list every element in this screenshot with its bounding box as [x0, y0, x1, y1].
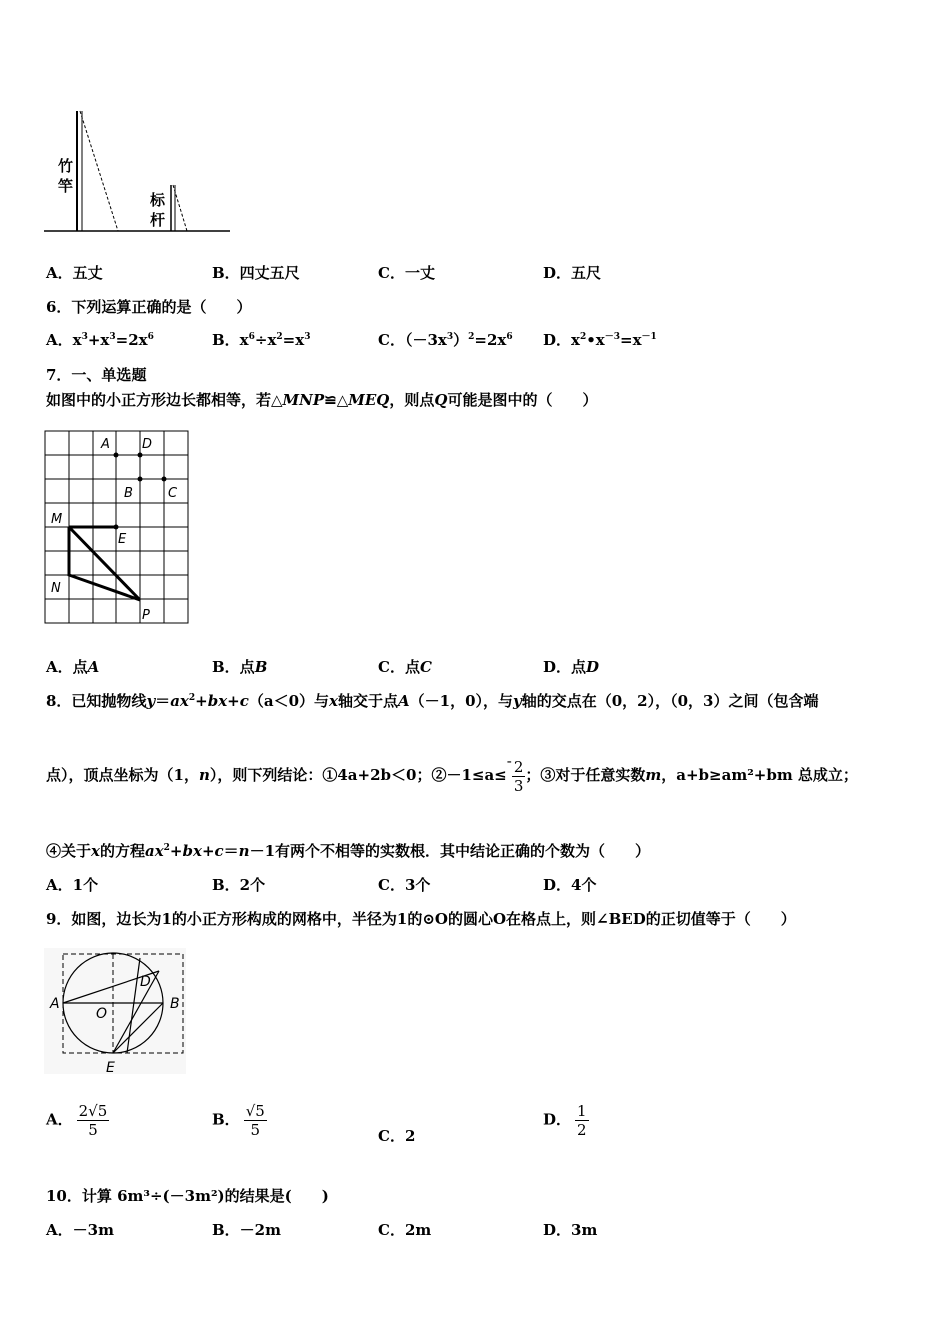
q8-line1: 8．已知抛物线$y=ax^2+bx+c(a<0)$与x轴交于点A（－1，0），与y轴的交点在（0，2），（0，3）之间（包含端: [46, 692, 819, 710]
fig-label-e: E: [106, 1060, 115, 1076]
q5-option-d[interactable]: D．五尺: [543, 264, 602, 282]
q8-fraction: $\frac{2}{3}$: [513, 757, 524, 795]
grid-label-d: D: [142, 437, 153, 452]
q9-stem: 9．如图，边长为1的小正方形构成的网格中，半径为1的⊙O的圆心O在格点上，则∠BED的正切值等于（ ）: [46, 910, 796, 928]
q7-option-d[interactable]: D．点D: [543, 658, 600, 676]
q5-option-c[interactable]: C．一丈: [378, 264, 435, 282]
bamboo-label-1: 竹: [58, 157, 74, 175]
q9-option-a[interactable]: A． $\frac{2√5}{5}$: [46, 1102, 108, 1139]
q10-option-b[interactable]: B．－2m: [212, 1221, 281, 1239]
pole-label-2: 杆: [150, 211, 166, 229]
q6-option-c[interactable]: C．$(-3x^3)^2=2x^6$: [378, 331, 513, 349]
q7-stem: 如图中的小正方形边长都相等，若△MNP≌△MEQ，则点Q可能是图中的（ ）: [46, 391, 598, 409]
fig-label-a: A: [50, 996, 60, 1012]
q8-option-b[interactable]: B．2个: [212, 876, 266, 894]
q5-option-b[interactable]: B．四丈五尺: [212, 264, 300, 282]
q6-option-d[interactable]: D．$x^2•x^{-3}=x^{-1}$: [543, 331, 657, 349]
grid-label-c: C: [168, 486, 178, 501]
grid-label-m: M: [51, 512, 63, 527]
bamboo-label-2: 竿: [58, 177, 74, 195]
q8-option-d[interactable]: D．4个: [543, 876, 597, 894]
q8-line3: ④关于x的方程$ax^2+bx+c=n-1$有两个不相等的实数根．其中结论正确的个数为（ ）: [46, 842, 651, 860]
q9-option-c[interactable]: C．2: [378, 1127, 416, 1145]
bamboo-shadow-figure: [44, 105, 234, 235]
fig-label-d: D: [140, 974, 151, 990]
q7-heading: 7．一、单选题: [46, 366, 147, 384]
q10-stem: 10．计算 6m³÷(－3m²)的结果是( ): [46, 1187, 329, 1205]
grid-label-n: N: [51, 581, 61, 596]
q10-option-c[interactable]: C．2m: [378, 1221, 432, 1239]
q8-option-c[interactable]: C．3个: [378, 876, 431, 894]
q9-circle-figure: [44, 948, 188, 1076]
q7-option-b[interactable]: B．点B: [212, 658, 268, 676]
pole-label-1: 标: [150, 191, 166, 209]
q7-option-a[interactable]: A．点A: [46, 658, 100, 676]
grid-label-b: B: [124, 486, 133, 501]
q10-option-a[interactable]: A．－3m: [46, 1221, 114, 1239]
q6-option-b[interactable]: B．$x^6\div x^2=x^3$: [212, 331, 311, 349]
q8-option-a[interactable]: A．1个: [46, 876, 99, 894]
q8-line2: 点），顶点坐标为（1，n），则下列结论：①4a+2b＜0；②－1≤a≤- $\frac{2}{3}$ ；③对于任意实数m，a+b≥am²+bm 总成立；: [46, 752, 858, 795]
grid-label-e: E: [118, 532, 127, 547]
q10-option-d[interactable]: D．3m: [543, 1221, 598, 1239]
grid-label-a: A: [101, 437, 110, 452]
q7-grid-figure: [44, 430, 192, 628]
q6-option-a[interactable]: A．$x^3+x^3=2x^6$: [46, 331, 154, 349]
fig-label-o: O: [96, 1006, 108, 1022]
q5-option-a[interactable]: A．五丈: [46, 264, 103, 282]
grid-label-p: P: [142, 608, 150, 623]
q6-stem: 6．下列运算正确的是（ ）: [46, 298, 252, 316]
q9-option-d[interactable]: D． $\frac{1}{2}$: [543, 1102, 587, 1139]
q7-option-c[interactable]: C．点C: [378, 658, 432, 676]
fig-label-b: B: [170, 996, 180, 1012]
q9-option-b[interactable]: B． $\frac{√5}{5}$: [212, 1102, 265, 1139]
